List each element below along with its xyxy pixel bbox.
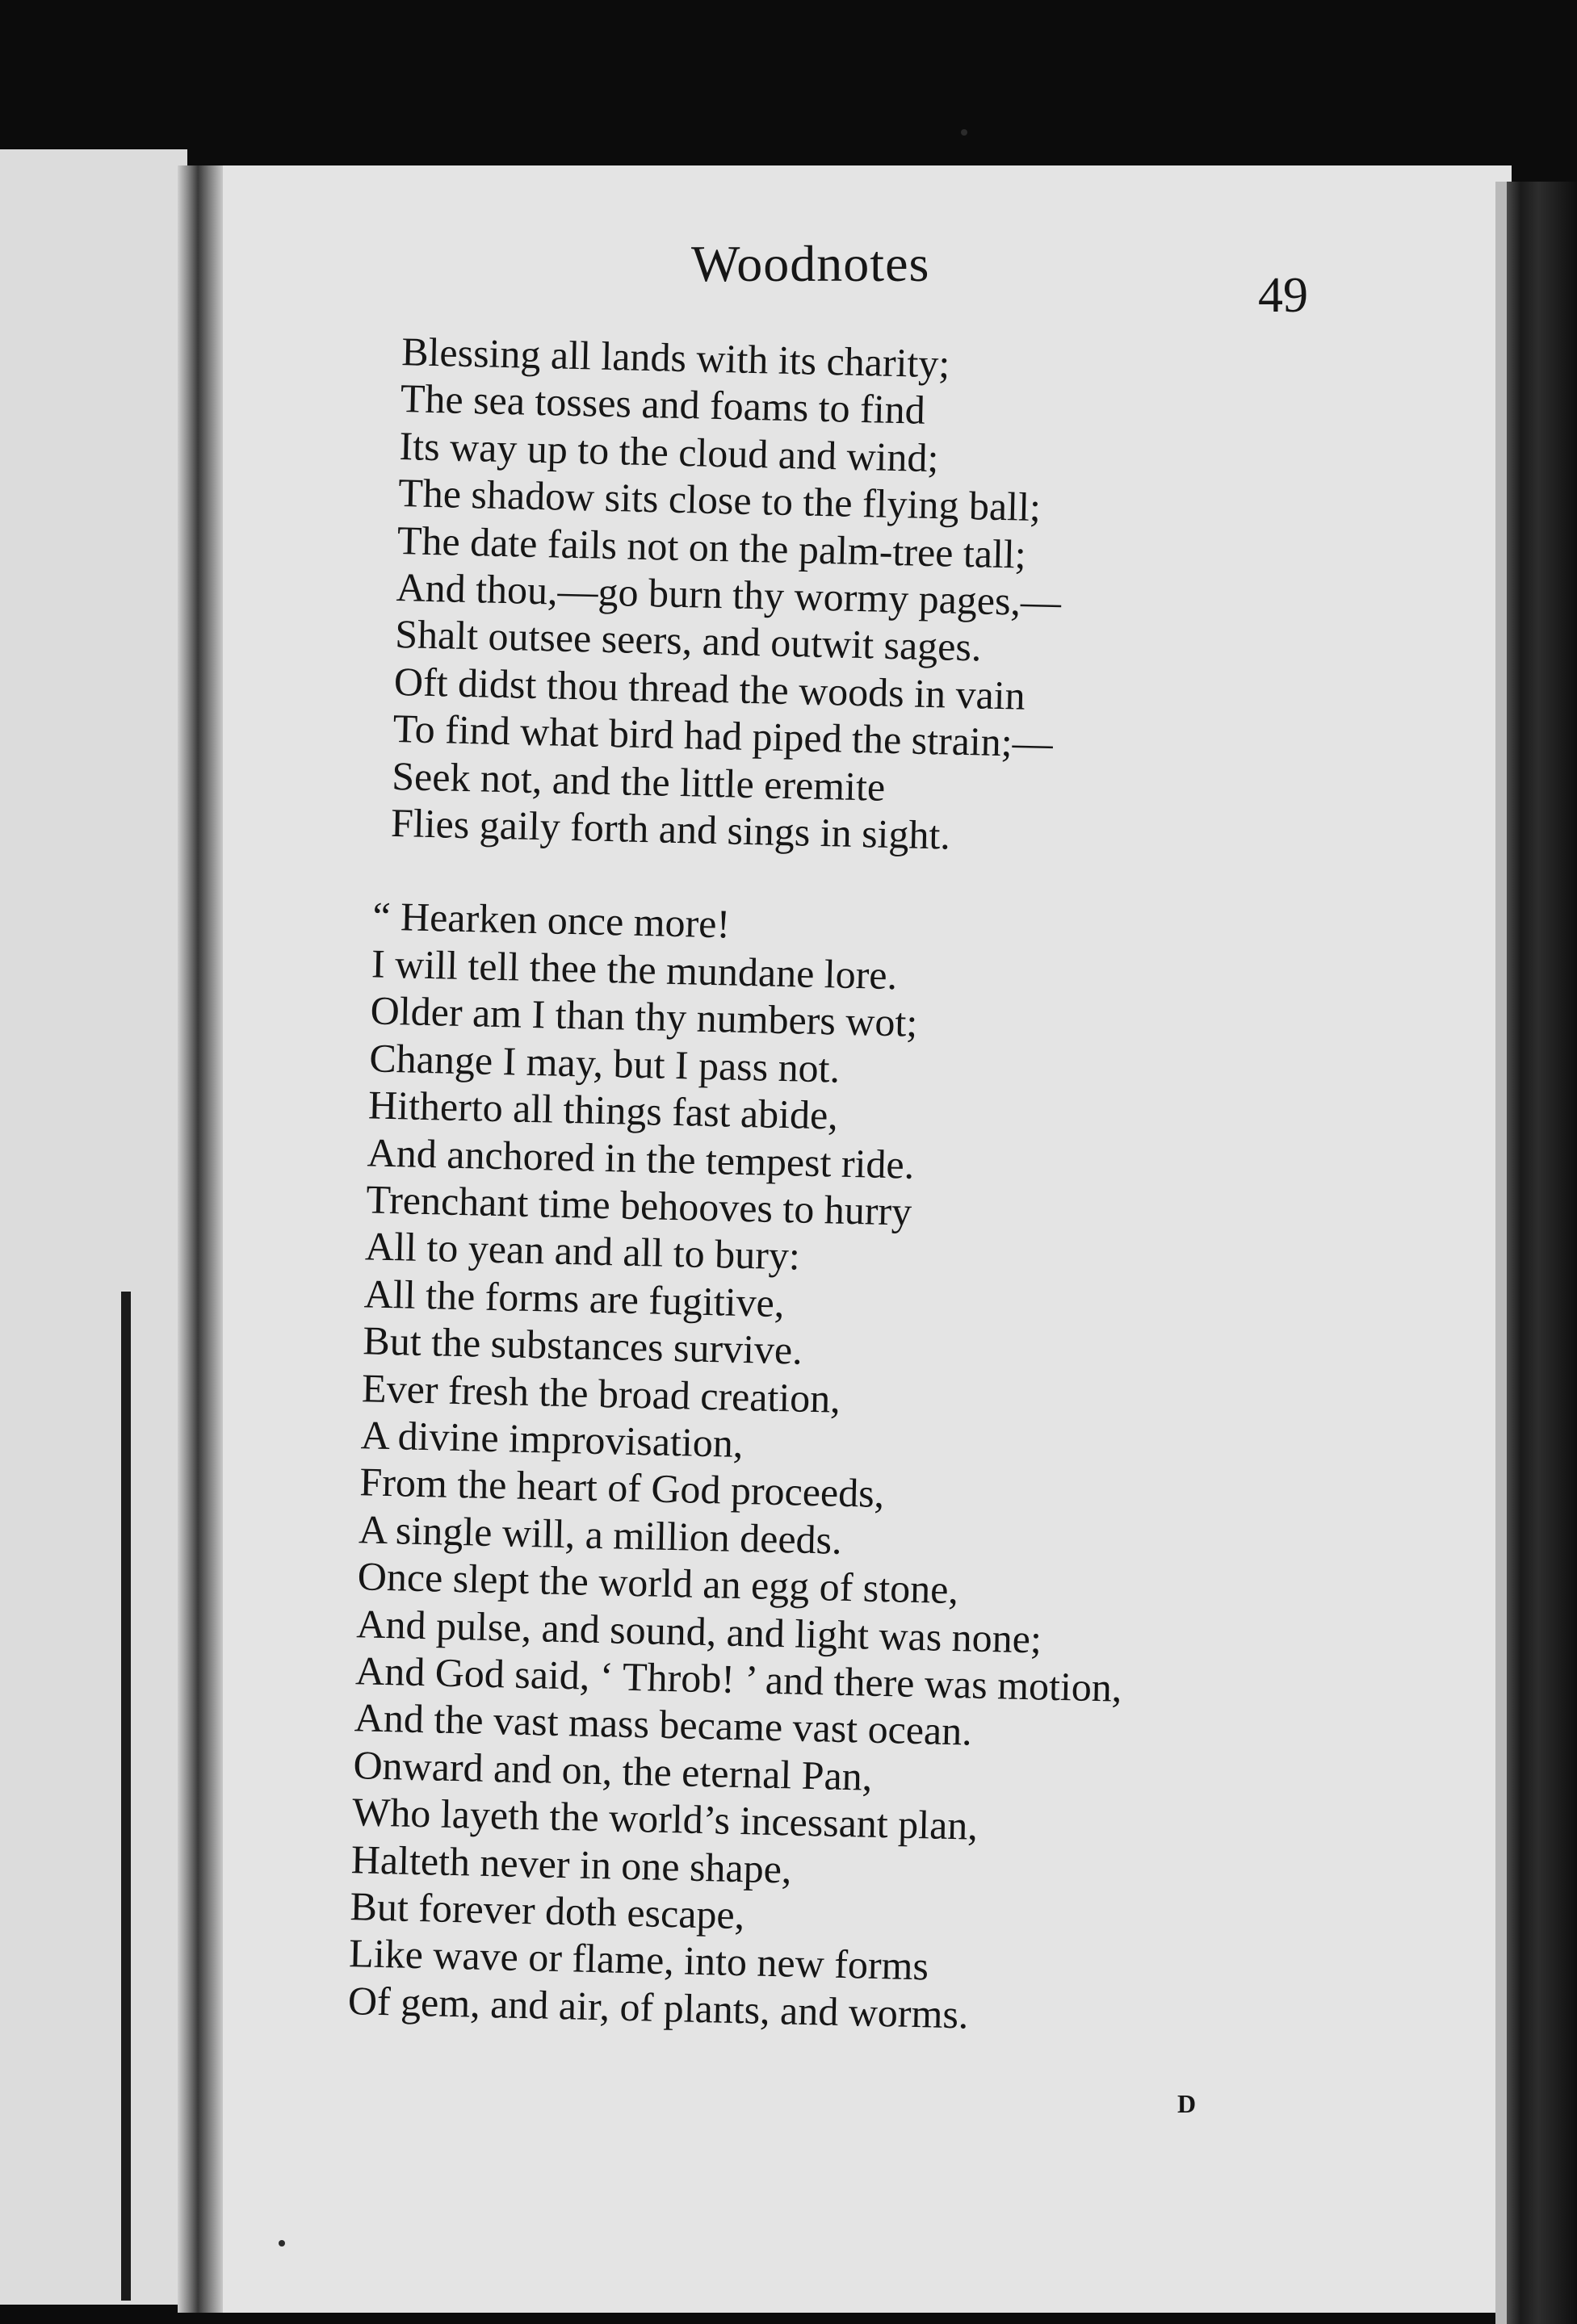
verse-line: Hitherto all things fast abide, xyxy=(367,1082,839,1138)
verse-line: Flies gaily forth and sings in sight. xyxy=(390,800,951,858)
verse-line: The sea tosses and foams to find xyxy=(400,375,926,433)
verse-line: Blessing all lands with its charity; xyxy=(401,329,950,387)
verse-line: Its way up to the cloud and wind; xyxy=(399,422,940,481)
verse-line: The shadow sits close to the flying ball; xyxy=(397,470,1042,530)
verse-line: Shalt outsee seers, and outwit sages. xyxy=(394,611,983,670)
verse-line: Oft didst thou thread the woods in vain xyxy=(393,658,1026,718)
page-number: 49 xyxy=(1258,268,1308,323)
left-page-shadow xyxy=(121,1292,131,2301)
verse-line: From the heart of God proceeds, xyxy=(359,1459,885,1517)
verse-line: But forever doth escape, xyxy=(349,1883,745,1938)
verse-line: And God said, ‘ Throb! ’ and there was motion, xyxy=(354,1648,1122,1711)
left-page-edge xyxy=(0,149,187,2305)
verse-line: And thou,—go burn thy wormy pages,— xyxy=(396,564,1062,625)
verse-line: A single will, a million deeds. xyxy=(358,1506,843,1563)
verse-line: Older am I than thy numbers wot; xyxy=(370,987,918,1046)
scan-speck xyxy=(279,2240,285,2247)
signature-mark: D xyxy=(1177,2089,1197,2118)
verse-line: Ever fresh the broad creation, xyxy=(361,1364,841,1422)
verse-line: And pulse, and sound, and light was none; xyxy=(355,1600,1042,1662)
verse-line: Onward and on, the eternal Pan, xyxy=(352,1741,873,1799)
running-title: Woodnotes xyxy=(691,235,930,292)
verse-line: The date fails not on the palm-tree tall; xyxy=(396,517,1027,577)
verse-line: I will tell thee the mundane lore. xyxy=(371,940,898,999)
verse-line: Seek not, and the little eremite xyxy=(391,752,886,810)
verse-line: To find what bird had piped the strain;— xyxy=(392,706,1054,766)
book-gutter xyxy=(178,165,223,2313)
verse-line: But the substances survive. xyxy=(362,1317,803,1373)
verse-line: Once slept the world an egg of stone, xyxy=(357,1553,959,1613)
stanza xyxy=(390,328,1332,867)
stanza xyxy=(347,893,1319,2046)
verse-line: Of gem, and air, of plants, and worms. xyxy=(347,1977,970,2037)
verse-line: A divine improvisation, xyxy=(360,1412,744,1466)
verse-line: All to yean and all to bury: xyxy=(364,1223,801,1279)
verse-line: And anchored in the tempest ride. xyxy=(367,1129,915,1187)
verse-line: And the vast mass became vast ocean. xyxy=(354,1694,973,1754)
verse-line: “ Hearken once more! xyxy=(371,893,731,947)
verse-line: Trenchant time behooves to hurry xyxy=(365,1176,912,1234)
verse-line: Like wave or flame, into new forms xyxy=(348,1930,929,1989)
scan-speck xyxy=(961,129,967,136)
poem-text xyxy=(325,327,1332,2046)
verse-line: All the forms are fugitive, xyxy=(363,1271,786,1325)
verse-line: Halteth never in one shape, xyxy=(350,1836,793,1892)
right-page-edge xyxy=(1507,182,1577,2324)
verse-line: Who layeth the world’s incessant plan, xyxy=(351,1789,979,1849)
verse-line: Change I may, but I pass not. xyxy=(368,1035,841,1091)
